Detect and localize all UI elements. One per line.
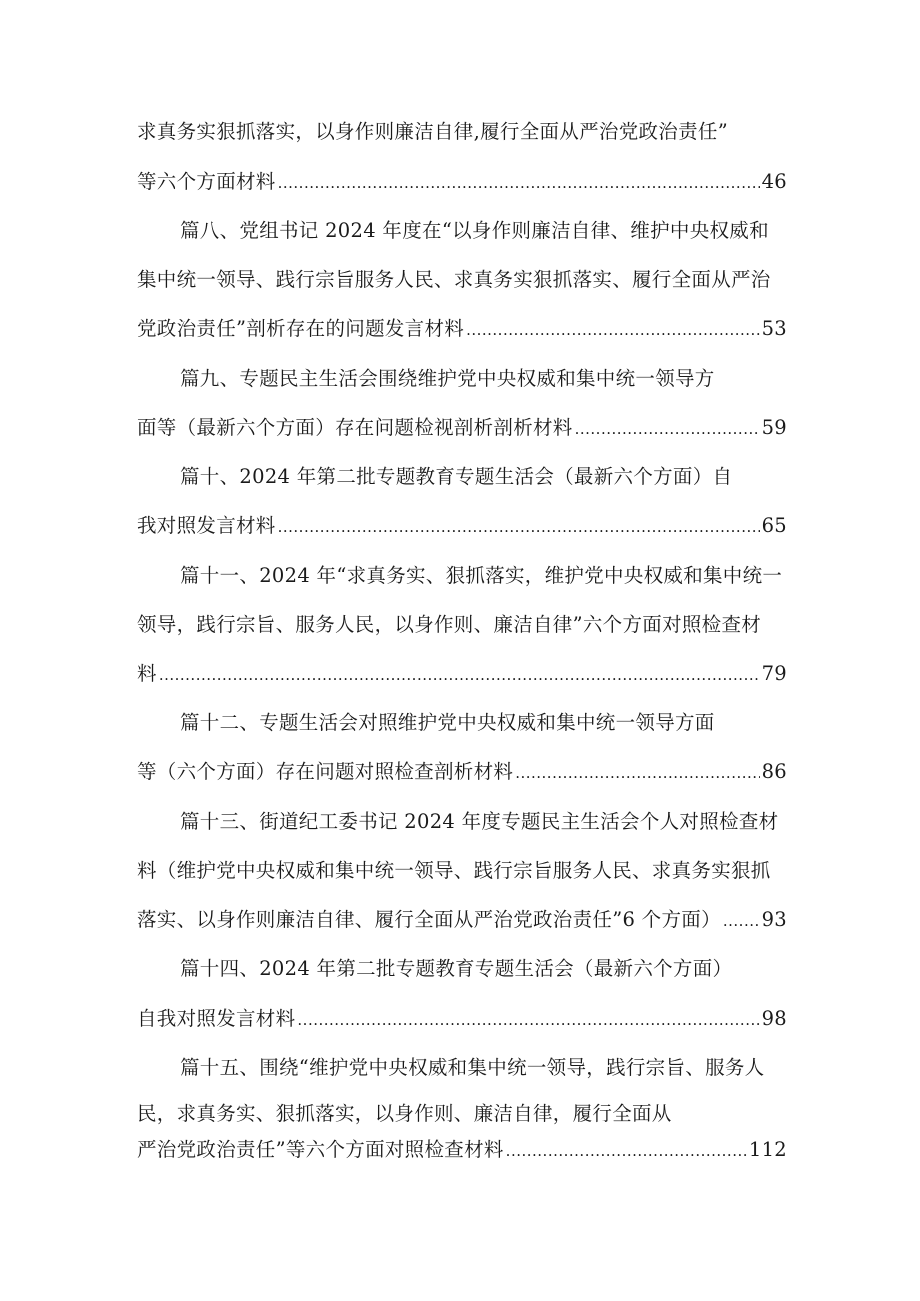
toc-entry-end[interactable]: 我对照发言材料 ..... 65 (137, 508, 787, 544)
dot-leader (723, 903, 760, 939)
toc-entry-end[interactable]: 料 ..... 79 (137, 656, 787, 692)
page-number: 79 (761, 662, 787, 685)
page-number: 46 (761, 170, 787, 193)
toc-entry-title[interactable]: 篇十一、2024 年“求真务实、狠抓落实，维护党中央权威和集中统一 (180, 564, 783, 587)
toc-entry-title[interactable]: 篇十五、围绕“维护党中央权威和集中统一领导，践行宗旨、服务人 (180, 1056, 765, 1079)
page-number: 59 (761, 416, 787, 439)
toc-entry-title[interactable]: 篇八、党组书记 2024 年度在“以身作则廉洁自律、维护中央权威和 (180, 219, 769, 242)
dot-leader (159, 657, 760, 693)
page-number: 65 (761, 514, 787, 537)
page-number: 53 (761, 317, 787, 340)
toc-entry-end[interactable]: 等（六个方面）存在问题对照检查剖析材料 ..... 86 (137, 754, 787, 790)
toc-entry-end[interactable]: 党政治责任”剖析存在的问题发言材料 ..... 53 (137, 311, 787, 347)
page-number: 93 (761, 908, 787, 931)
page-number: 98 (761, 1007, 787, 1030)
dot-leader (297, 1002, 759, 1038)
toc-entry-end[interactable]: 落实、以身作则廉洁自律、履行全面从严治党政治责任”6 个方面） ..... 93 (137, 902, 787, 938)
dot-leader (466, 312, 760, 348)
toc-entry-end[interactable]: 等六个方面材料 ..... 46 (137, 164, 787, 200)
dot-leader (278, 509, 760, 545)
toc-entry-title[interactable]: 篇十、2024 年第二批专题教育专题生活会（最新六个方面）自 (180, 465, 733, 488)
toc-entry-title[interactable]: 篇十二、专题生活会对照维护党中央权威和集中统一领导方面 (180, 711, 715, 734)
toc-entry-title[interactable]: 篇十四、2024 年第二批专题教育专题生活会（最新六个方面） (180, 957, 733, 980)
dot-leader (515, 755, 759, 791)
toc-line: 集中统一领导、践行宗旨服务人民、求真务实狠抓落实、履行全面从严治 (137, 268, 771, 291)
dot-leader (506, 1133, 747, 1169)
dot-leader (575, 411, 760, 447)
toc-entry-end[interactable]: 面等（最新六个方面）存在问题检视剖析剖析材料 ..... 59 (137, 410, 787, 446)
dot-leader (278, 165, 760, 201)
toc-line: 求真务实狠抓落实，以身作则廉洁自律,履行全面从严治党政治责任” (137, 120, 728, 143)
toc-entry-end[interactable]: 严治党政治责任”等六个方面对照检查材料 ..... 112 (137, 1132, 787, 1168)
toc-line: 民，求真务实、狠抓落实，以身作则、廉洁自律，履行全面从 (137, 1102, 672, 1125)
page-number: 86 (761, 760, 787, 783)
toc-line: 料（维护党中央权威和集中统一领导、践行宗旨服务人民、求真务实狠抓 (137, 859, 771, 882)
toc-entry-title[interactable]: 篇九、专题民主生活会围绕维护党中央权威和集中统一领导方 (180, 367, 715, 390)
toc-entry-title[interactable]: 篇十三、街道纪工委书记 2024 年度专题民主生活会个人对照检查材 (180, 810, 779, 833)
toc-entry-end[interactable]: 自我对照发言材料 ..... 98 (137, 1001, 787, 1037)
toc-line: 领导，践行宗旨、服务人民，以身作则、廉洁自律”六个方面对照检查材 (137, 613, 762, 636)
page-number: 112 (748, 1138, 787, 1161)
